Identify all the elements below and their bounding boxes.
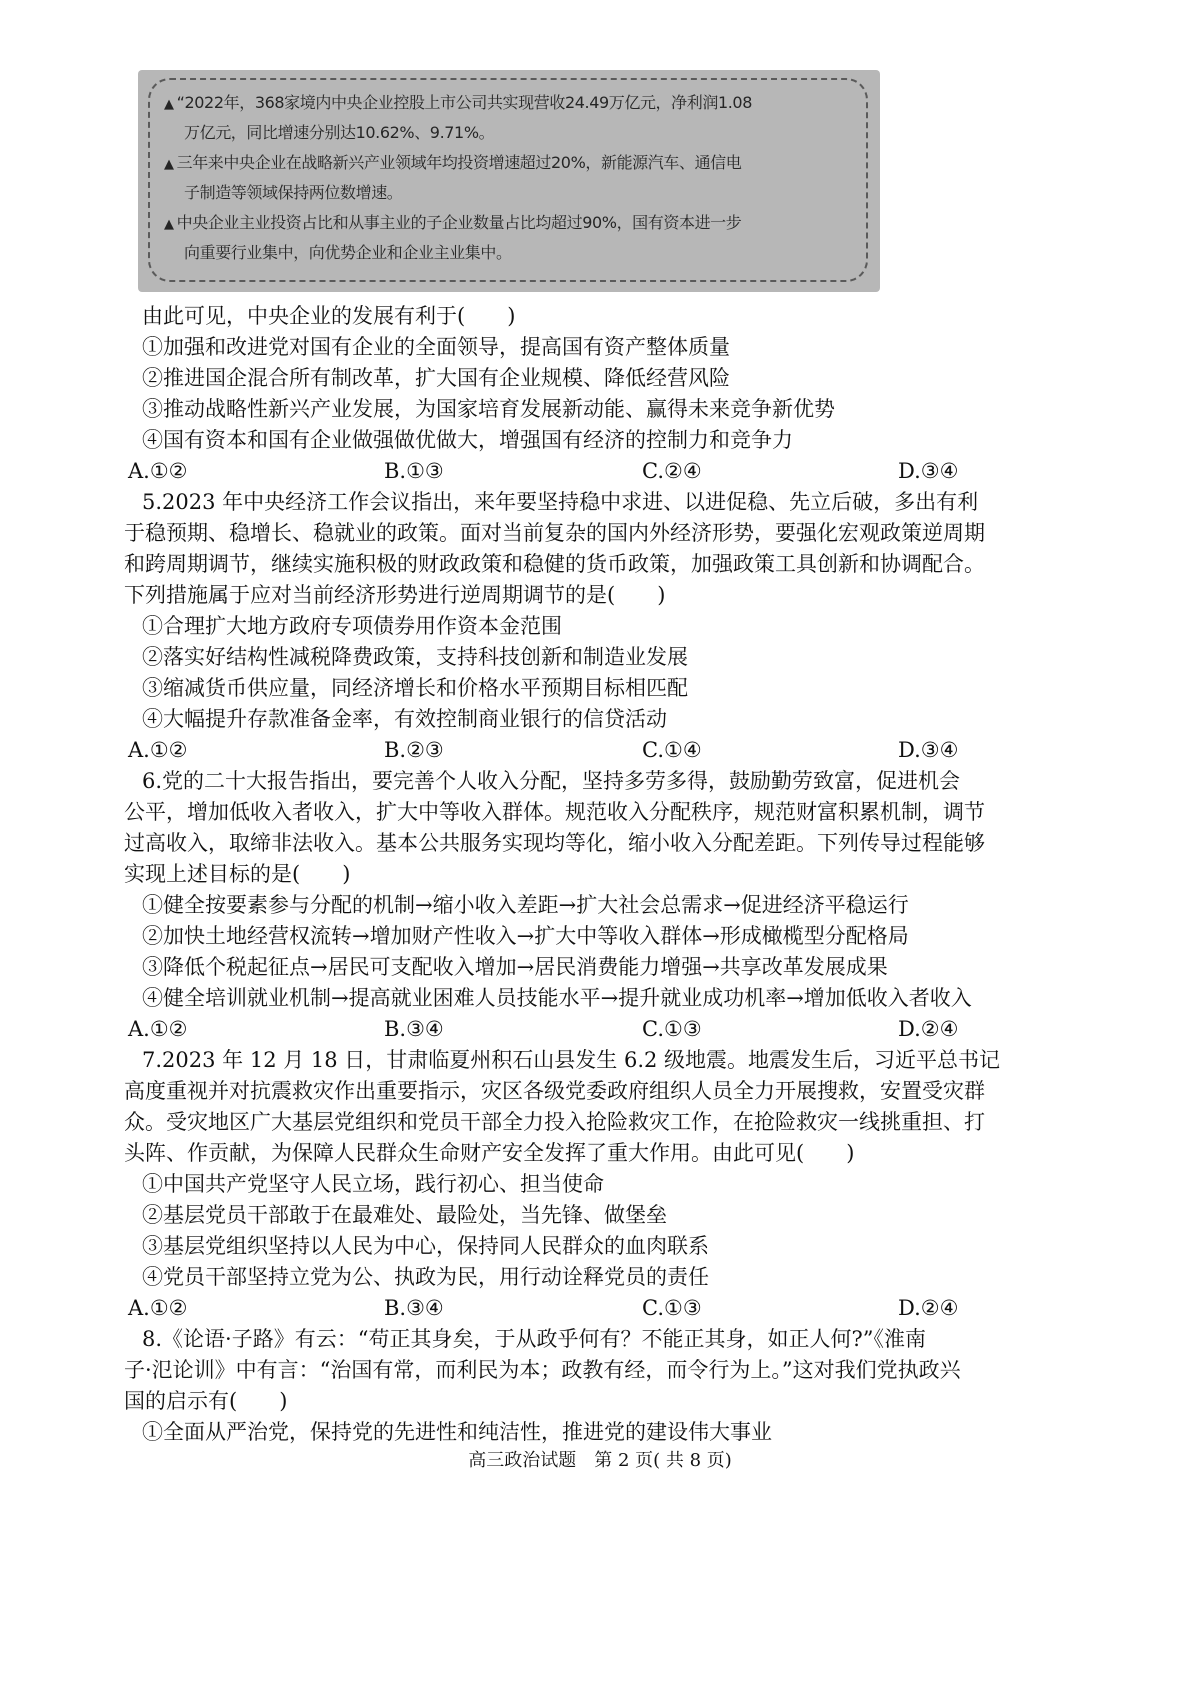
- q4-choice-a[interactable]: A.①②: [128, 459, 188, 483]
- q6-choice-a[interactable]: A.①②: [128, 1017, 188, 1041]
- q7-stem-line: 头阵、作贡献，为保障人民群众生命财产安全发挥了重大作用。由此可见( ): [124, 1141, 855, 1165]
- q5-stem-line: 于稳预期、稳增长、稳就业的政策。面对当前复杂的国内外经济形势，要强化宏观政策逆周期: [124, 521, 985, 545]
- q7-choice-c[interactable]: C.①③: [642, 1296, 702, 1320]
- q4-option-3: ③推动战略性新兴产业发展，为国家培育发展新动能、赢得未来竞争新优势: [142, 397, 835, 421]
- photo-line: [164, 178, 856, 208]
- q5-choice-d[interactable]: D.③④: [898, 738, 959, 762]
- photo-text: “2022年，368家境内中央企业控股上市公司共实现营收24.49万亿元，净利润1.08: [176, 93, 752, 112]
- q5-option-2: ②落实好结构性减税降费政策，支持科技创新和制造业发展: [142, 645, 688, 669]
- q6-stem-line: 公平，增加低收入者收入，扩大中等收入群体。规范收入分配秩序，规范财富积累机制，调节: [124, 800, 985, 824]
- q6-option-1: ①健全按要素参与分配的机制→缩小收入差距→扩大社会总需求→促进经济平稳运行: [142, 893, 909, 917]
- q5-choice-a[interactable]: A.①②: [128, 738, 188, 762]
- q6-stem-line: 6.党的二十大报告指出，要完善个人收入分配，坚持多劳多得，鼓励勤劳致富，促进机会: [142, 769, 961, 793]
- q6-choice-b[interactable]: B.③④: [384, 1017, 444, 1041]
- photo-text: 子制造等领域保持两位数增速。: [184, 183, 403, 202]
- triangle-icon: ▲: [164, 217, 174, 232]
- q5-choices: [128, 735, 1028, 766]
- photo-text: 万亿元，同比增速分别达10.62%、9.71%。: [184, 123, 495, 142]
- q4-option-4: ④国有资本和国有企业做强做优做大，增强国有经济的控制力和竞争力: [142, 428, 793, 452]
- q4-choice-c[interactable]: C.②④: [642, 459, 702, 483]
- q4-choice-b[interactable]: B.①③: [384, 459, 444, 483]
- photo-text: 三年来中央企业在战略新兴产业领域年均投资增速超过20%，新能源汽车、通信电: [176, 153, 742, 172]
- q6-choices: [128, 1014, 1028, 1045]
- triangle-icon: ▲: [164, 157, 174, 172]
- page-footer: 高三政治试题 第 2 页( 共 8 页): [468, 1450, 732, 1471]
- q4-choices: [128, 456, 1028, 487]
- q4-option-2: ②推进国企混合所有制改革，扩大国有企业规模、降低经营风险: [142, 366, 730, 390]
- q5-option-3: ③缩减货币供应量，同经济增长和价格水平预期目标相匹配: [142, 676, 688, 700]
- q6-option-4: ④健全培训就业机制→提高就业困难人员技能水平→提升就业成功机率→增加低收入者收入: [142, 986, 972, 1010]
- photo-line: [164, 208, 856, 238]
- q6-option-3: ③降低个税起征点→居民可支配收入增加→居民消费能力增强→共享改革发展成果: [142, 955, 888, 979]
- q7-stem-line: 7.2023 年 12 月 18 日，甘肃临夏州积石山县发生 6.2 级地震。地震发生后，习近平总书记: [142, 1048, 1001, 1072]
- photo-line: [164, 148, 856, 178]
- photo-line: [164, 88, 856, 118]
- q7-choice-b[interactable]: B.③④: [384, 1296, 444, 1320]
- q5-stem-line: 下列措施属于应对当前经济形势进行逆周期调节的是( ): [124, 583, 666, 607]
- q6-option-2: ②加快土地经营权流转→增加财产性收入→扩大中等收入群体→形成橄榄型分配格局: [142, 924, 909, 948]
- q5-choice-c[interactable]: C.①④: [642, 738, 702, 762]
- q5-stem-line: 和跨周期调节，继续实施积极的财政政策和稳健的货币政策，加强政策工具创新和协调配合。: [124, 552, 985, 576]
- q7-option-1: ①中国共产党坚守人民立场，践行初心、担当使命: [142, 1172, 604, 1196]
- q7-choices: [128, 1293, 1028, 1324]
- photo-line: [164, 238, 856, 268]
- q8-stem-line: 子·氾论训》中有言：“治国有常，而利民为本；政教有经，而令行为上。”这对我们党执政兴: [124, 1358, 961, 1382]
- q7-option-4: ④党员干部坚持立党为公、执政为民，用行动诠释党员的责任: [142, 1265, 709, 1289]
- q4-stem: 由此可见，中央企业的发展有利于( ): [142, 304, 516, 328]
- photo-text: 中央企业主业投资占比和从事主业的子企业数量占比均超过90%，国有资本进一步: [176, 213, 742, 232]
- q5-stem-line: 5.2023 年中央经济工作会议指出，来年要坚持稳中求进、以进促稳、先立后破，多出有利: [142, 490, 979, 514]
- q6-choice-d[interactable]: D.②④: [898, 1017, 959, 1041]
- photo-line: [164, 118, 856, 148]
- data-callout: [148, 78, 868, 282]
- q8-stem-line: 8.《论语·子路》有云：“苟正其身矣，于从政乎何有？不能正其身，如正人何?”《淮南: [142, 1327, 926, 1351]
- q7-stem-line: 众。受灾地区广大基层党组织和党员干部全力投入抢险救灾工作，在抢险救灾一线挑重担、打: [124, 1110, 985, 1134]
- q8-option-1: ①全面从严治党，保持党的先进性和纯洁性，推进党的建设伟大事业: [142, 1420, 772, 1444]
- data-photo: [138, 70, 880, 292]
- q4-choice-d[interactable]: D.③④: [898, 459, 959, 483]
- triangle-icon: ▲: [164, 97, 174, 112]
- q7-choice-a[interactable]: A.①②: [128, 1296, 188, 1320]
- q5-option-1: ①合理扩大地方政府专项债券用作资本金范围: [142, 614, 562, 638]
- q7-choice-d[interactable]: D.②④: [898, 1296, 959, 1320]
- photo-text: 向重要行业集中，向优势企业和企业主业集中。: [184, 243, 512, 262]
- q7-option-3: ③基层党组织坚持以人民为中心，保持同人民群众的血肉联系: [142, 1234, 709, 1258]
- q4-option-1: ①加强和改进党对国有企业的全面领导，提高国有资产整体质量: [142, 335, 730, 359]
- q6-choice-c[interactable]: C.①③: [642, 1017, 702, 1041]
- q5-choice-b[interactable]: B.②③: [384, 738, 444, 762]
- q6-stem-line: 实现上述目标的是( ): [124, 862, 351, 886]
- q5-option-4: ④大幅提升存款准备金率，有效控制商业银行的信贷活动: [142, 707, 667, 731]
- q6-stem-line: 过高收入，取缔非法收入。基本公共服务实现均等化，缩小收入分配差距。下列传导过程能够: [124, 831, 985, 855]
- q7-stem-line: 高度重视并对抗震救灾作出重要指示，灾区各级党委政府组织人员全力开展搜救，安置受灾群: [124, 1079, 985, 1103]
- q8-stem-line: 国的启示有( ): [124, 1389, 288, 1413]
- q7-option-2: ②基层党员干部敢于在最难处、最险处，当先锋、做堡垒: [142, 1203, 667, 1227]
